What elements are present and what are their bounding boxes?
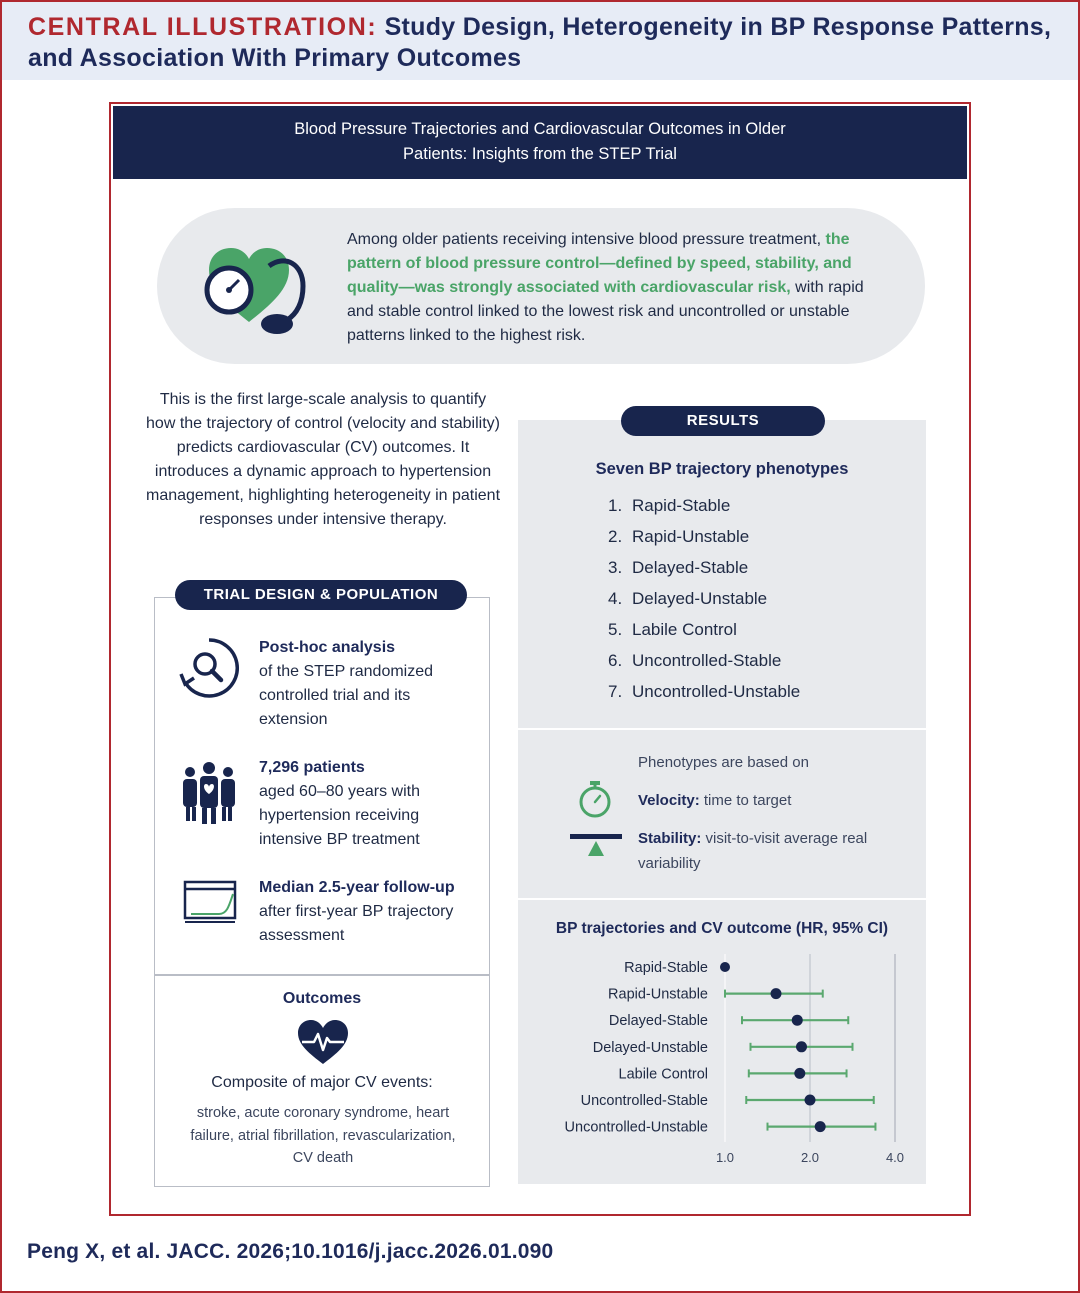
citation: Peng X, et al. JACC. 2026;10.1016/j.jacc.2026.01.090: [27, 1240, 554, 1263]
phenotype-item: [608, 620, 737, 640]
forest-row-label: Delayed-Unstable: [592, 1039, 708, 1056]
outcomes-main-text: Composite of major CV events:: [211, 1074, 433, 1091]
stopwatch-icon: [578, 780, 612, 818]
phenotype-number: 7.: [608, 682, 623, 701]
banner-line-2: Patients: Insights from the STEP Trial: [403, 145, 677, 163]
phenotype-label: Labile Control: [632, 620, 737, 639]
stability-line: [638, 826, 908, 876]
stability-label: Stability:: [638, 830, 702, 847]
phenotype-item: [608, 682, 800, 702]
summary-text-start: Among older patients receiving intensive blood pressure treatment,: [347, 231, 826, 248]
phenotype-number: 4.: [608, 589, 623, 608]
results-pill: RESULTS: [621, 406, 825, 436]
phenotype-number: 1.: [608, 496, 623, 515]
heart-stethoscope-gauge-icon: [199, 234, 307, 338]
heart-pulse-icon: [296, 1018, 350, 1066]
phenotype-label: Delayed-Unstable: [632, 589, 768, 608]
forest-row-label: Rapid-Unstable: [608, 986, 708, 1003]
forest-point: [792, 1015, 803, 1026]
outcomes-detail-text: stroke, acute coronary syndrome, heart failure, atrial fibrillation, revascularization, CV death: [190, 1105, 456, 1166]
basis-title: Phenotypes are based on: [638, 754, 809, 771]
trial-item-patients: [259, 756, 479, 852]
forest-row-label: Rapid-Stable: [624, 960, 708, 976]
forest-row-label: Uncontrolled-Stable: [580, 1093, 708, 1109]
trial-item-follow-up: [259, 876, 479, 948]
phenotype-label: Delayed-Stable: [632, 558, 749, 577]
trial-item-text: aged 60–80 years with hypertension receiving intensive BP treatment: [259, 783, 420, 848]
forest-row-label: Uncontrolled-Unstable: [564, 1119, 708, 1136]
central-illustration-label: CENTRAL ILLUSTRATION:: [28, 13, 378, 41]
forest-point: [720, 962, 730, 972]
forest-plot-title: BP trajectories and CV outcome (HR, 95% CI): [555, 920, 889, 937]
trial-item-bold: Median 2.5-year follow-up: [259, 879, 455, 896]
balance-scale-icon: [570, 830, 622, 858]
forest-x-tick-label: 1.0: [715, 1150, 735, 1165]
phenotype-number: 6.: [608, 651, 623, 670]
summary-text-end: with rapid and stable control linked to the lowest risk and uncontrolled or unstable patterns linked to the highest risk.: [347, 279, 864, 344]
phenotype-number: 5.: [608, 620, 623, 639]
forest-point: [796, 1041, 807, 1052]
summary-pill: [157, 208, 925, 364]
trial-item-text: after first-year BP trajectory assessment: [259, 903, 454, 944]
phenotype-label: Uncontrolled-Unstable: [632, 682, 801, 701]
phenotype-label: Rapid-Stable: [632, 496, 731, 515]
phenotype-title: Seven BP trajectory phenotypes: [595, 460, 849, 478]
velocity-line: [638, 788, 908, 813]
results-divider: [518, 898, 926, 900]
monitor-trend-icon: [183, 880, 237, 924]
forest-point: [815, 1121, 826, 1132]
trial-item-bold: Post-hoc analysis: [259, 639, 396, 656]
phenotype-item: [608, 527, 749, 547]
intro-paragraph: This is the first large-scale analysis to quantify how the trajectory of control (velocity and stability) predicts cardiovascular (CV) outcomes. It introduces a dynamic approach to hypertension management, highlighting heterogeneity in patient responses under intensive therapy.: [145, 391, 501, 528]
trial-item-bold: 7,296 patients: [259, 759, 365, 776]
summary-highlight: the pattern of blood pressure control—defined by speed, stability, and quality—was strongly associated with cardiovascular risk,: [347, 231, 852, 296]
phenotype-item: [608, 496, 730, 516]
phenotype-item: [608, 651, 781, 671]
forest-x-tick-label: 4.0: [885, 1150, 905, 1165]
main-illustration-box: [109, 102, 971, 1216]
trial-item-text: of the STEP randomized controlled trial and its extension: [259, 663, 434, 728]
phenotype-number: 2.: [608, 527, 623, 546]
magnifier-cycle-icon: [177, 636, 241, 700]
title-text: Study Design, Heterogeneity in BP Response Patterns, and Association With Primary Outcomes: [28, 13, 1052, 72]
phenotype-label: Uncontrolled-Stable: [632, 651, 782, 670]
patients-group-icon: [181, 760, 237, 826]
forest-row-label: Labile Control: [618, 1066, 708, 1083]
velocity-text: time to target: [699, 792, 792, 809]
results-panel: [518, 420, 926, 1184]
forest-point: [771, 988, 782, 999]
trial-item-analysis: [259, 636, 479, 732]
trial-design-pill: TRIAL DESIGN & POPULATION: [175, 580, 467, 610]
trial-design-box: [154, 597, 490, 1187]
phenotype-number: 3.: [608, 558, 623, 577]
outcomes-title: Outcomes: [282, 990, 362, 1007]
forest-x-tick-label: 2.0: [800, 1150, 820, 1165]
page-title: [28, 12, 1068, 74]
summary-text: [347, 228, 892, 348]
banner: [113, 106, 967, 179]
forest-point: [805, 1095, 816, 1106]
forest-plot: [518, 950, 926, 1180]
phenotype-label: Rapid-Unstable: [632, 527, 750, 546]
forest-row-label: Delayed-Stable: [608, 1013, 708, 1030]
trial-divider: [155, 974, 489, 976]
phenotype-item: [608, 558, 748, 578]
results-divider: [518, 728, 926, 730]
phenotype-item: [608, 589, 767, 609]
velocity-label: Velocity:: [638, 792, 700, 809]
stability-text: visit-to-visit average real variability: [638, 830, 868, 872]
banner-line-1: Blood Pressure Trajectories and Cardiovascular Outcomes in Older: [294, 120, 786, 138]
forest-point: [794, 1068, 805, 1079]
